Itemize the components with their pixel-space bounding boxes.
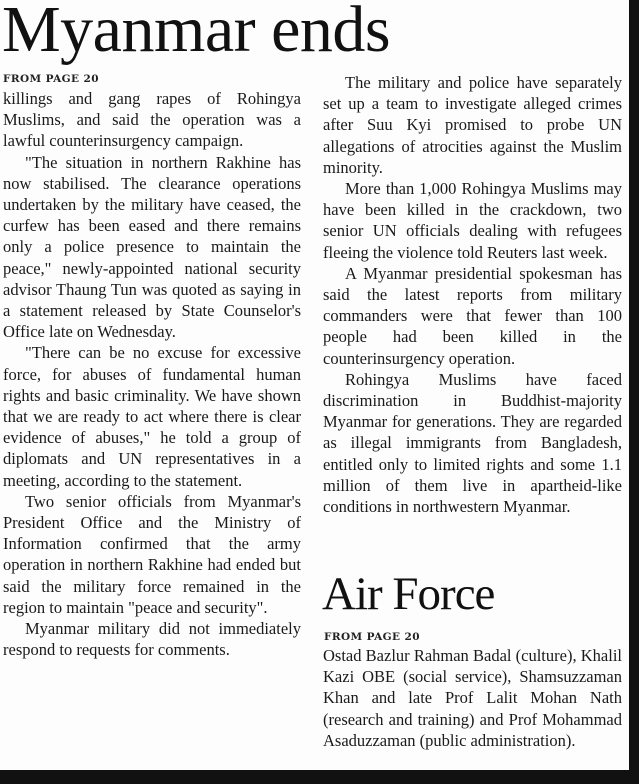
main-story-paragraph: Myanmar military did not immediately respond to requests for comments. (3, 619, 301, 660)
main-story-paragraph: "The situation in northern Rakhine has now stabilised. The clearance operations undertaken by the military have ceased, the curfew has been eased and there remains only a police presence to maintain the peace," newly-appointed national security advisor Thaung Tun was quoted as saying in a statement released by State Counselor's Office late on Wednesday. (3, 152, 301, 342)
main-story-right-column (323, 72, 622, 517)
main-story-paragraph: A Myanmar presidential spokesman has said the latest reports from military commanders were that fewer than 100 people had been killed in the counterinsurgency operation. (323, 263, 622, 368)
kicker-from-page-main: FROM PAGE 20 (3, 73, 99, 85)
main-story-paragraph: Two senior officials from Myanmar's President Office and the Ministry of Information confirmed that the army operation in northern Rakhine had ended but said the military force remained in the region to maintain "peace and security". (3, 491, 301, 617)
headline-air-force: Air Force (322, 568, 495, 620)
main-story-paragraph: "There can be no excuse for excessive force, for abuses of fundamental human rights and basic criminality. We have shown that we are ready to act where there is clear evidence of abuses," he told a group of diplomats and UN representatives in a meeting, according to the statement. (3, 343, 301, 490)
main-story-left-column (3, 88, 301, 660)
main-story-paragraph: Rohingya Muslims have faced discrimination in Buddhist-majority Myanmar for generations. They are regarded as illegal immigrants from Bangladesh, entitled only to limited rights and some 1.1 million of them live in apartheid-like conditions in northwestern Myanmar. (323, 369, 622, 517)
main-story-paragraph: The military and police have separately set up a team to investigate alleged crimes after Suu Kyi promised to probe UN allegations of atrocities against the Muslim minority. (323, 73, 622, 177)
air-force-story-paragraph: Ostad Bazlur Rahman Badal (culture), Khalil Kazi OBE (social service), Shamsuzzaman Khan and late Prof Lalit Mohan Nath (research and training) and Prof Mohammad Asaduzzaman (public administration). (323, 646, 622, 750)
bottom-border-rule (0, 770, 639, 784)
kicker-from-page-air-force: FROM PAGE 20 (324, 631, 420, 643)
main-story-paragraph: More than 1,000 Rohingya Muslims may have been killed in the crackdown, two senior UN officials dealing with refugees fleeing the violence told Reuters last week. (323, 179, 622, 262)
main-story-paragraph: killings and gang rapes of Rohingya Muslims, and said the operation was a lawful counterinsurgency campaign. (3, 89, 301, 151)
air-force-story-column (323, 645, 622, 751)
right-border-rule (629, 0, 639, 784)
headline-myanmar-ends: Myanmar ends (2, 0, 391, 66)
